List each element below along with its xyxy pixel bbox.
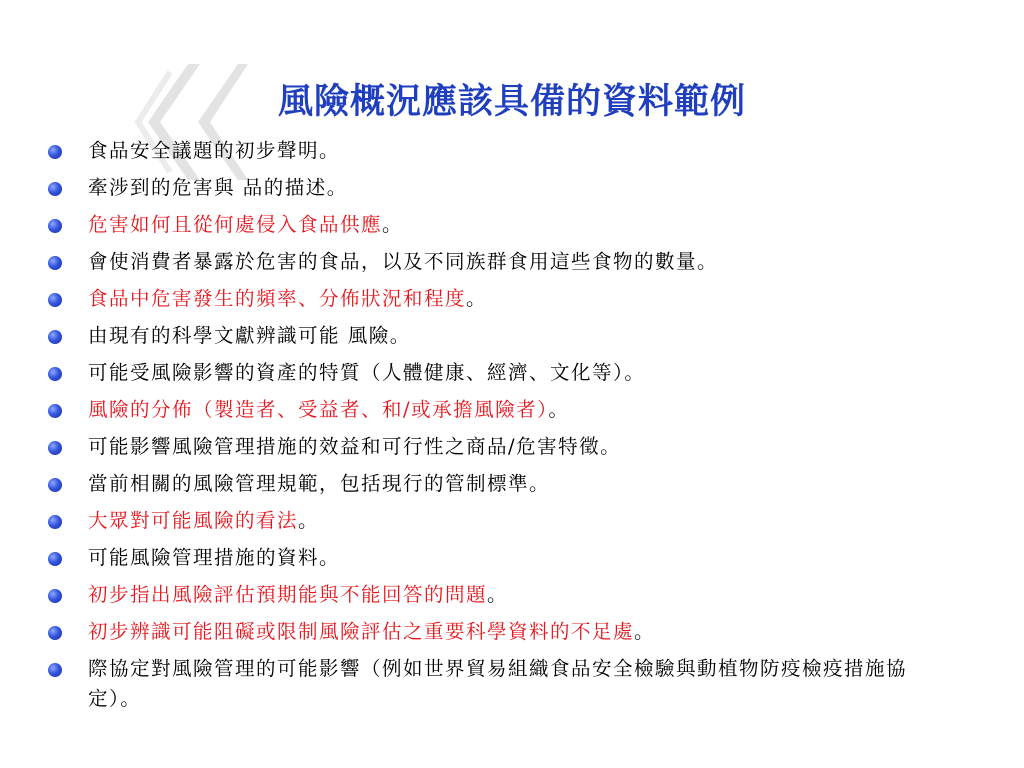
bullet-icon — [48, 404, 62, 418]
list-item — [42, 543, 962, 573]
list-item-text: 食品安全議題的初步聲明。 — [88, 139, 341, 162]
bullet-icon — [48, 441, 62, 455]
list-item-tail: 。 — [466, 287, 488, 310]
bullet-icon — [48, 219, 62, 233]
bullet-icon — [48, 515, 62, 529]
bullet-icon — [48, 478, 62, 492]
bullet-icon — [48, 552, 62, 566]
list-item-tail: 。 — [382, 213, 404, 236]
list-item-tail: 。 — [634, 620, 656, 643]
list-item — [42, 654, 948, 714]
list-item-highlight-text: 初步指出風險評估預期能與不能回答的問題 — [88, 583, 488, 606]
bullet-icon — [48, 256, 62, 270]
list-item — [42, 506, 962, 536]
bullet-icon — [48, 663, 62, 677]
list-item — [42, 321, 962, 351]
bullet-icon — [48, 293, 62, 307]
list-item-highlight-text: 初步辨識可能阻礙或限制風險評估之重要科學資料的不足處 — [88, 620, 635, 643]
bullet-icon — [48, 367, 62, 381]
list-item-text: 可能風險管理措施的資料。 — [88, 546, 341, 569]
bullet-icon — [48, 145, 62, 159]
list-item-highlight-text: 危害如何且從何處侵入食品供應 — [88, 213, 383, 236]
bullet-icon — [48, 626, 62, 640]
list-item — [42, 395, 962, 425]
bullet-icon — [48, 330, 62, 344]
list-item-text: 由現有的科學文獻辨識可能 風險。 — [88, 324, 411, 347]
list-item-highlight-text: 食品中危害發生的頻率、分佈狀況和程度 — [88, 287, 467, 310]
list-item — [42, 617, 962, 647]
list-item-text: 會使消費者暴露於危害的食品，以及不同族群食用這些食物的數量。 — [88, 250, 719, 273]
list-item — [42, 284, 962, 314]
list-item — [42, 469, 962, 499]
slide-title: 風險概況應該具備的資料範例 — [277, 81, 746, 122]
list-item — [42, 173, 962, 203]
list-item-text: 際協定對風險管理的可能影響（例如世界貿易組織食品安全檢驗與動植物防疫檢疫措施協定）。 — [88, 657, 908, 710]
bullet-icon — [48, 589, 62, 603]
list-item-highlight-text: 風險的分佈（製造者、受益者、和/或承擔風險者） — [88, 398, 549, 421]
list-item-tail: 。 — [487, 583, 509, 606]
list-item — [42, 210, 962, 240]
list-item — [42, 580, 962, 610]
list-item — [42, 432, 962, 462]
list-item-text: 牽涉到的危害與 品的描述。 — [88, 176, 348, 199]
list-item-text: 可能影響風險管理措施的效益和可行性之商品/危害特徵。 — [88, 435, 622, 458]
list-item-text: 可能受風險影響的資產的特質（人體健康、經濟、文化等）。 — [88, 361, 646, 384]
list-item — [42, 247, 962, 277]
bullet-icon — [48, 182, 62, 196]
bullet-list — [42, 136, 962, 721]
list-item-text: 當前相關的風險管理規範，包括現行的管制標準。 — [88, 472, 551, 495]
list-item-tail: 。 — [298, 509, 320, 532]
list-item-tail: 。 — [548, 398, 570, 421]
list-item-highlight-text: 大眾對可能風險的看法 — [88, 509, 299, 532]
list-item — [42, 136, 962, 166]
list-item — [42, 358, 962, 388]
